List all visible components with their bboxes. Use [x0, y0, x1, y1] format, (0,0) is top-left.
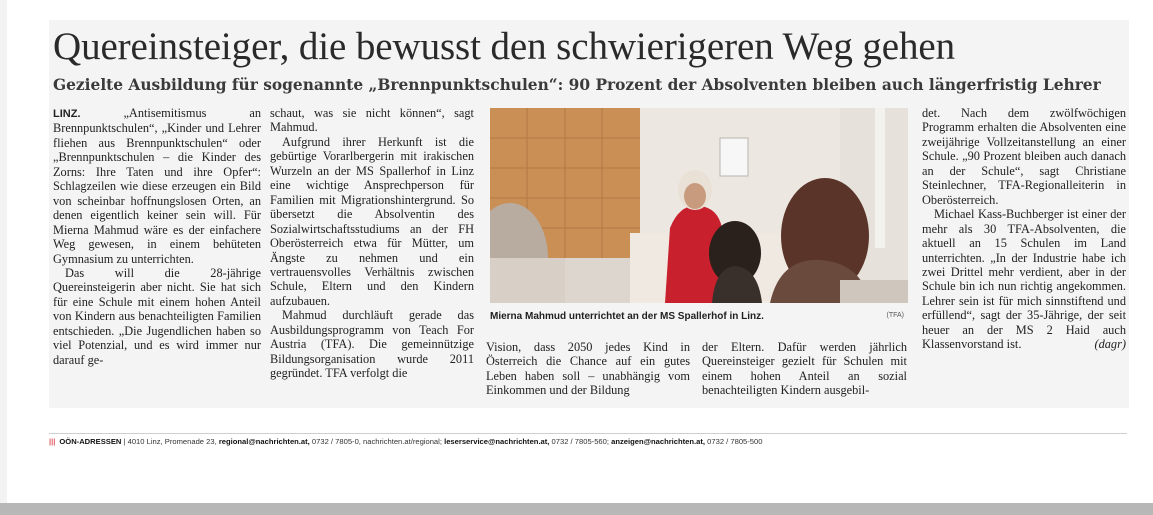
paragraph-text: Michael Kass-Buchberger ist einer der mehr als 30 TFA-Absolventen, die aktuell an 15 Schulen im Land unterrichten. „In der Industrie habe ich zwei Drittel mehr verdient, aber in der Schule bin ich nun richtig angekommen. Lehrer sein ist für mich sinnstiftend und erfüllend“, sagt der 35-Jährige, der seit heuer an der MS 2 Haid auch Klassenvorstand ist. — [922, 207, 1126, 352]
photo-caption-text: Mierna Mahmud unterrichtet an der MS Spallerhof in Linz. — [490, 311, 764, 322]
footer-divider — [49, 433, 1127, 434]
anzeigen-email-link[interactable]: anzeigen@nachrichten.at, — [611, 437, 706, 446]
dateline-city: LINZ. — [53, 108, 81, 120]
article-paragraph: Mahmud durchläuft gerade das Ausbildungsprogramm von Teach For Austria (TFA). Die gemeinnützige Bildungsorganisation wurde 2011 gegründet. TFA verfolgt die — [270, 308, 474, 381]
article-subheadline: Gezielte Ausbildung für sogenannte „Brennpunktschulen“: 90 Prozent der Absolventen bleiben auch längerfristig Lehrer — [53, 76, 1101, 94]
article-column-4 — [702, 340, 907, 398]
newspaper-article — [49, 20, 1129, 408]
article-paragraph — [922, 207, 1126, 352]
anzeigen-phone: 0732 / 7805-500 — [707, 437, 763, 446]
article-headline: Quereinsteiger, die bewusst den schwierigeren Weg gehen — [53, 25, 956, 68]
regional-phone: 0732 / 7805-0, nachrichten.at/regional; — [311, 437, 442, 446]
paragraph-text: „Antisemitismus an Brennpunktschulen“, „Kinder und Lehrer fliehen aus Brennpunktschulen“ oder „Brennpunktschulen – die Kinder des Zorns: Ihre Taten und ihre Opfer“: Schlagzeilen wie diese erzeugen ein Bild von scheinbar hoffnungslosen Orten, an denen eigentlich keiner sein will. Für Mierna Mahmud wäre es der einfachere Weg gewesen, in einem behüteten Gymnasium zu unterrichten. — [53, 106, 261, 266]
article-paragraph: Aufgrund ihrer Herkunft ist die gebürtige Vorarlbergerin mit irakischen Wurzeln an der MS Spallerhof in Linz eine wichtige Ansprechperson für Familien mit Migrationshintergrund. So übersetzt die Absolventin des Sozialwirtschaftsstudiums an der FH Oberösterreich etwa für Mütter, um Ängste zu nehmen und ein vertrauensvolles Verhältnis zwischen Schule, Eltern und den Kindern aufzubauen. — [270, 134, 474, 308]
leserservice-phone: 0732 / 7805-560; — [551, 437, 609, 446]
article-paragraph: Vision, dass 2050 jedes Kind in Österreich die Chance auf ein gutes Leben haben soll – unabhängig vom Einkommen und der Bildung — [486, 340, 690, 398]
leserservice-email-link[interactable]: leserservice@nachrichten.at, — [444, 437, 550, 446]
page-frame-edge — [0, 0, 7, 505]
bottom-scroll-bar — [0, 503, 1153, 515]
footer-label: OÖN-ADRESSEN — [59, 437, 122, 446]
article-paragraph: der Eltern. Dafür werden jährlich Quereinsteiger gezielt für Schulen mit einem hohen Anteil an sozial benachteiligten Kindern ausgebil- — [702, 340, 907, 398]
article-paragraph: Das will die 28-jährige Quereinsteigerin aber nicht. Sie hat sich für eine Schule mit einem hohen Anteil von Kindern aus benachteiligten Familien entschieden. „Die Jugendlichen haben so viel Potenzial, und es wird immer nur darauf ge- — [53, 265, 261, 367]
footer-addresses: ||| OÖN-ADRESSEN | 4010 Linz, Promenade 23, regional@nachrichten.at, 0732 / 7805-0, nachrichten.at/regional; leserservice@nachrichten.at, 0732 / 7805-560; anzeigen@nachrichten.at, 0732 / 7805-500 — [49, 437, 763, 446]
author-initials: (dagr) — [1094, 337, 1126, 352]
article-paragraph — [53, 106, 261, 266]
article-column-5 — [922, 106, 1126, 352]
regional-email-link[interactable]: regional@nachrichten.at, — [218, 437, 310, 446]
article-column-1 — [53, 106, 261, 367]
article-paragraph: schaut, was sie nicht können“, sagt Mahmud. — [270, 106, 474, 135]
photo-caption — [490, 311, 908, 322]
footer-address: 4010 Linz, Promenade 23, — [127, 437, 217, 446]
classroom-photo-illustration — [490, 108, 908, 303]
article-column-3 — [486, 340, 690, 398]
photo-credit: (TFA) — [886, 312, 904, 319]
article-photo — [490, 108, 908, 303]
article-column-2 — [270, 106, 474, 381]
oon-logo-icon: ||| — [49, 437, 56, 446]
article-paragraph: det. Nach dem zwölfwöchigen Programm erhalten die Absolventen eine zweijährige Vollzeitanstellung an einer Schule. „90 Prozent bleiben auch danach an der Schule“, sagt Christiane Steinlechner, TFA-Regionalleiterin in Oberösterreich. — [922, 106, 1126, 207]
